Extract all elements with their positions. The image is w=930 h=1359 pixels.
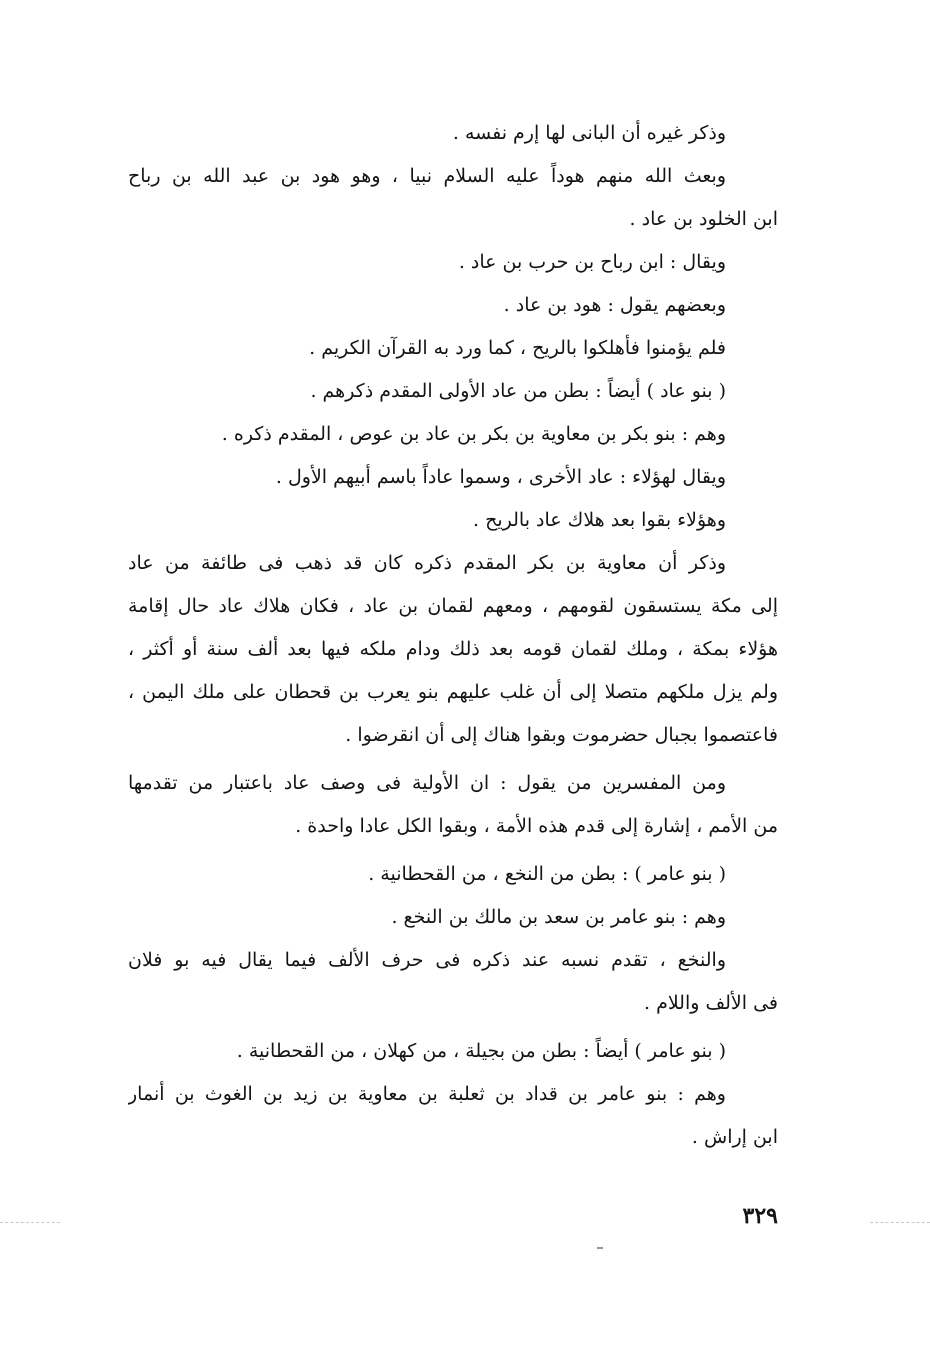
text-line: ومن المفسرين من يقول : ان الأولية فى وصف عاد باعتبار من تقدمها: [128, 772, 726, 794]
text-line: وبعضهم يقول : هود بن عاد .: [503, 294, 726, 316]
text-line: والنخع ، تقدم نسبه عند ذكره فى حرف الألف فيما يقال فيه بو فلان: [128, 949, 726, 971]
text-line: ( بنو عامر ) : بطن من النخع ، من القحطانية .: [368, 863, 726, 885]
text-line: ابن إراش .: [691, 1126, 778, 1148]
text-line: وهم : بنو بكر بن معاوية بن بكر بن عاد بن عوص ، المقدم ذكره .: [221, 423, 726, 445]
text-line: فاعتصموا بجبال حضرموت وبقوا هناك إلى أن انقرضوا .: [345, 724, 778, 746]
text-line: هؤلاء بمكة ، وملك لقمان قومه بعد ذلك ودام ملكه فيها بعد ألف سنة أو أكثر ،: [128, 638, 778, 660]
text-line: وهم : بنو عامر بن قداد بن ثعلبة بن معاوية بن زيد بن الغوث بن أنمار: [128, 1083, 726, 1105]
text-line: وهم : بنو عامر بن سعد بن مالك بن النخع .: [391, 906, 726, 928]
text-line: ( بنو عامر ) أيضاً : بطن من بجيلة ، من كهلان ، من القحطانية .: [236, 1040, 726, 1062]
scan-edge-mark: [870, 1222, 930, 1223]
text-line: فى الألف واللام .: [644, 992, 778, 1014]
scan-speck: [597, 1247, 603, 1249]
text-line: إلى مكة يستسقون لقومهم ، ومعهم لقمان بن عاد ، فكان هلاك عاد حال إقامة: [128, 595, 778, 617]
text-line: وذكر أن معاوية بن بكر المقدم ذكره كان قد ذهب فى طائفة من عاد: [128, 552, 726, 574]
text-line: وبعث الله منهم هوداً عليه السلام نبيا ، وهو هود بن عبد الله بن رباح: [128, 165, 726, 187]
text-line: ( بنو عاد ) أيضاً : بطن من عاد الأولى المقدم ذكرهم .: [310, 380, 726, 402]
text-line: وهؤلاء بقوا بعد هلاك عاد بالريح .: [473, 509, 726, 531]
text-line: ويقال لهؤلاء : عاد الأخرى ، وسموا عاداً باسم أبيهم الأول .: [275, 466, 726, 488]
body-text: [128, 112, 778, 1159]
page-number: ٣٢٩: [742, 1203, 778, 1229]
text-line: ولم يزل ملكهم متصلا إلى أن غلب عليهم بنو يعرب بن قحطان على ملك اليمن ،: [128, 681, 778, 703]
text-line: ويقال : ابن رباح بن حرب بن عاد .: [458, 251, 726, 273]
text-line: فلم يؤمنوا فأهلكوا بالريح ، كما ورد به القرآن الكريم .: [309, 337, 726, 359]
text-line: ابن الخلود بن عاد .: [629, 208, 778, 230]
text-line: من الأمم ، إشارة إلى قدم هذه الأمة ، وبقوا الكل عادا واحدة .: [295, 815, 778, 837]
scan-edge-mark: [0, 1222, 60, 1223]
text-line: وذكر غيره أن البانى لها إرم نفسه .: [452, 122, 726, 144]
